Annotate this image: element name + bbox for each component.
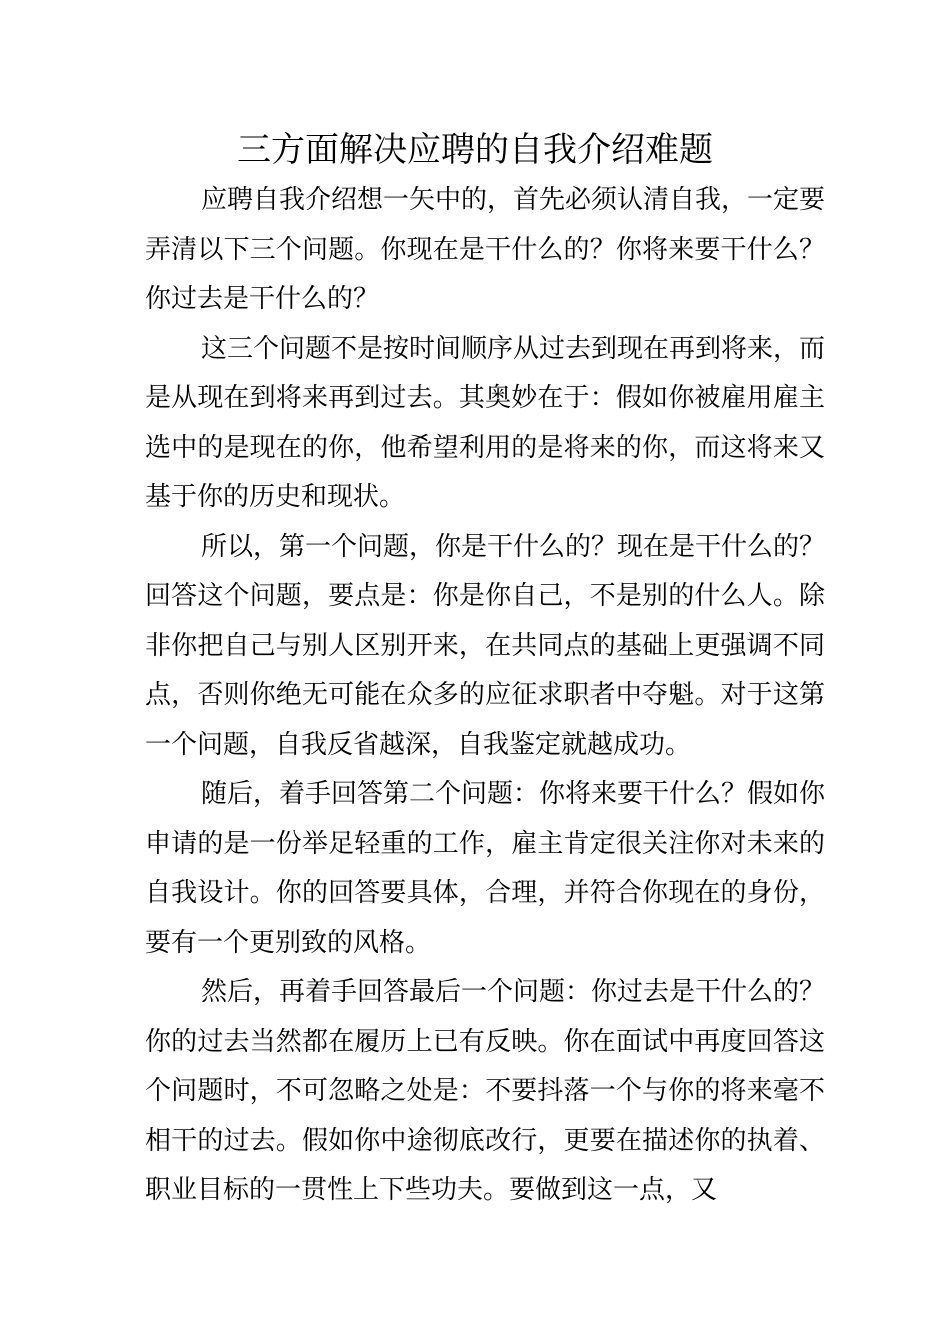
document-title: 三方面解决应聘的自我介绍难题 bbox=[237, 130, 713, 170]
paragraph-4: 随后，着手回答第二个问题：你将来要干什么？假如你申请的是一份举足轻重的工作，雇主肯定很关注你对未来的自我设计。你的回答要具体，合理，并符合你现在的身份，要有一个更别致的风格。 bbox=[145, 779, 826, 958]
paragraph-3: 所以，第一个问题，你是干什么的？现在是干什么的？回答这个问题，要点是：你是你自己，不是别的什么人。除非你把自己与别人区别开来，在共同点的基础上更强调不同点，否则你绝无可能在众多的应征求职者中夺魁。对于这第一个问题，自我反省越深，自我鉴定就越成功。 bbox=[145, 531, 826, 760]
paragraph-2: 这三个问题不是按时间顺序从过去到现在再到将来，而是从现在到将来再到过去。其奥妙在于：假如你被雇用雇主选中的是现在的你，他希望利用的是将来的你，而这将来又基于你的历史和现状。 bbox=[145, 333, 826, 512]
document-body bbox=[145, 176, 825, 1216]
paragraph-5: 然后，再着手回答最后一个问题：你过去是干什么的？你的过去当然都在履历上已有反映。你在面试中再度回答这个问题时，不可忽略之处是：不要抖落一个与你的将来毫不相干的过去。假如你中途彻底改行，更要在描述你的执着、职业目标的一贯性上下些功夫。要做到这一点，又 bbox=[145, 977, 826, 1205]
paragraph-1: 应聘自我介绍想一矢中的，首先必须认清自我，一定要弄清以下三个问题。你现在是干什么的？你将来要干什么？你过去是干什么的？ bbox=[145, 185, 826, 314]
